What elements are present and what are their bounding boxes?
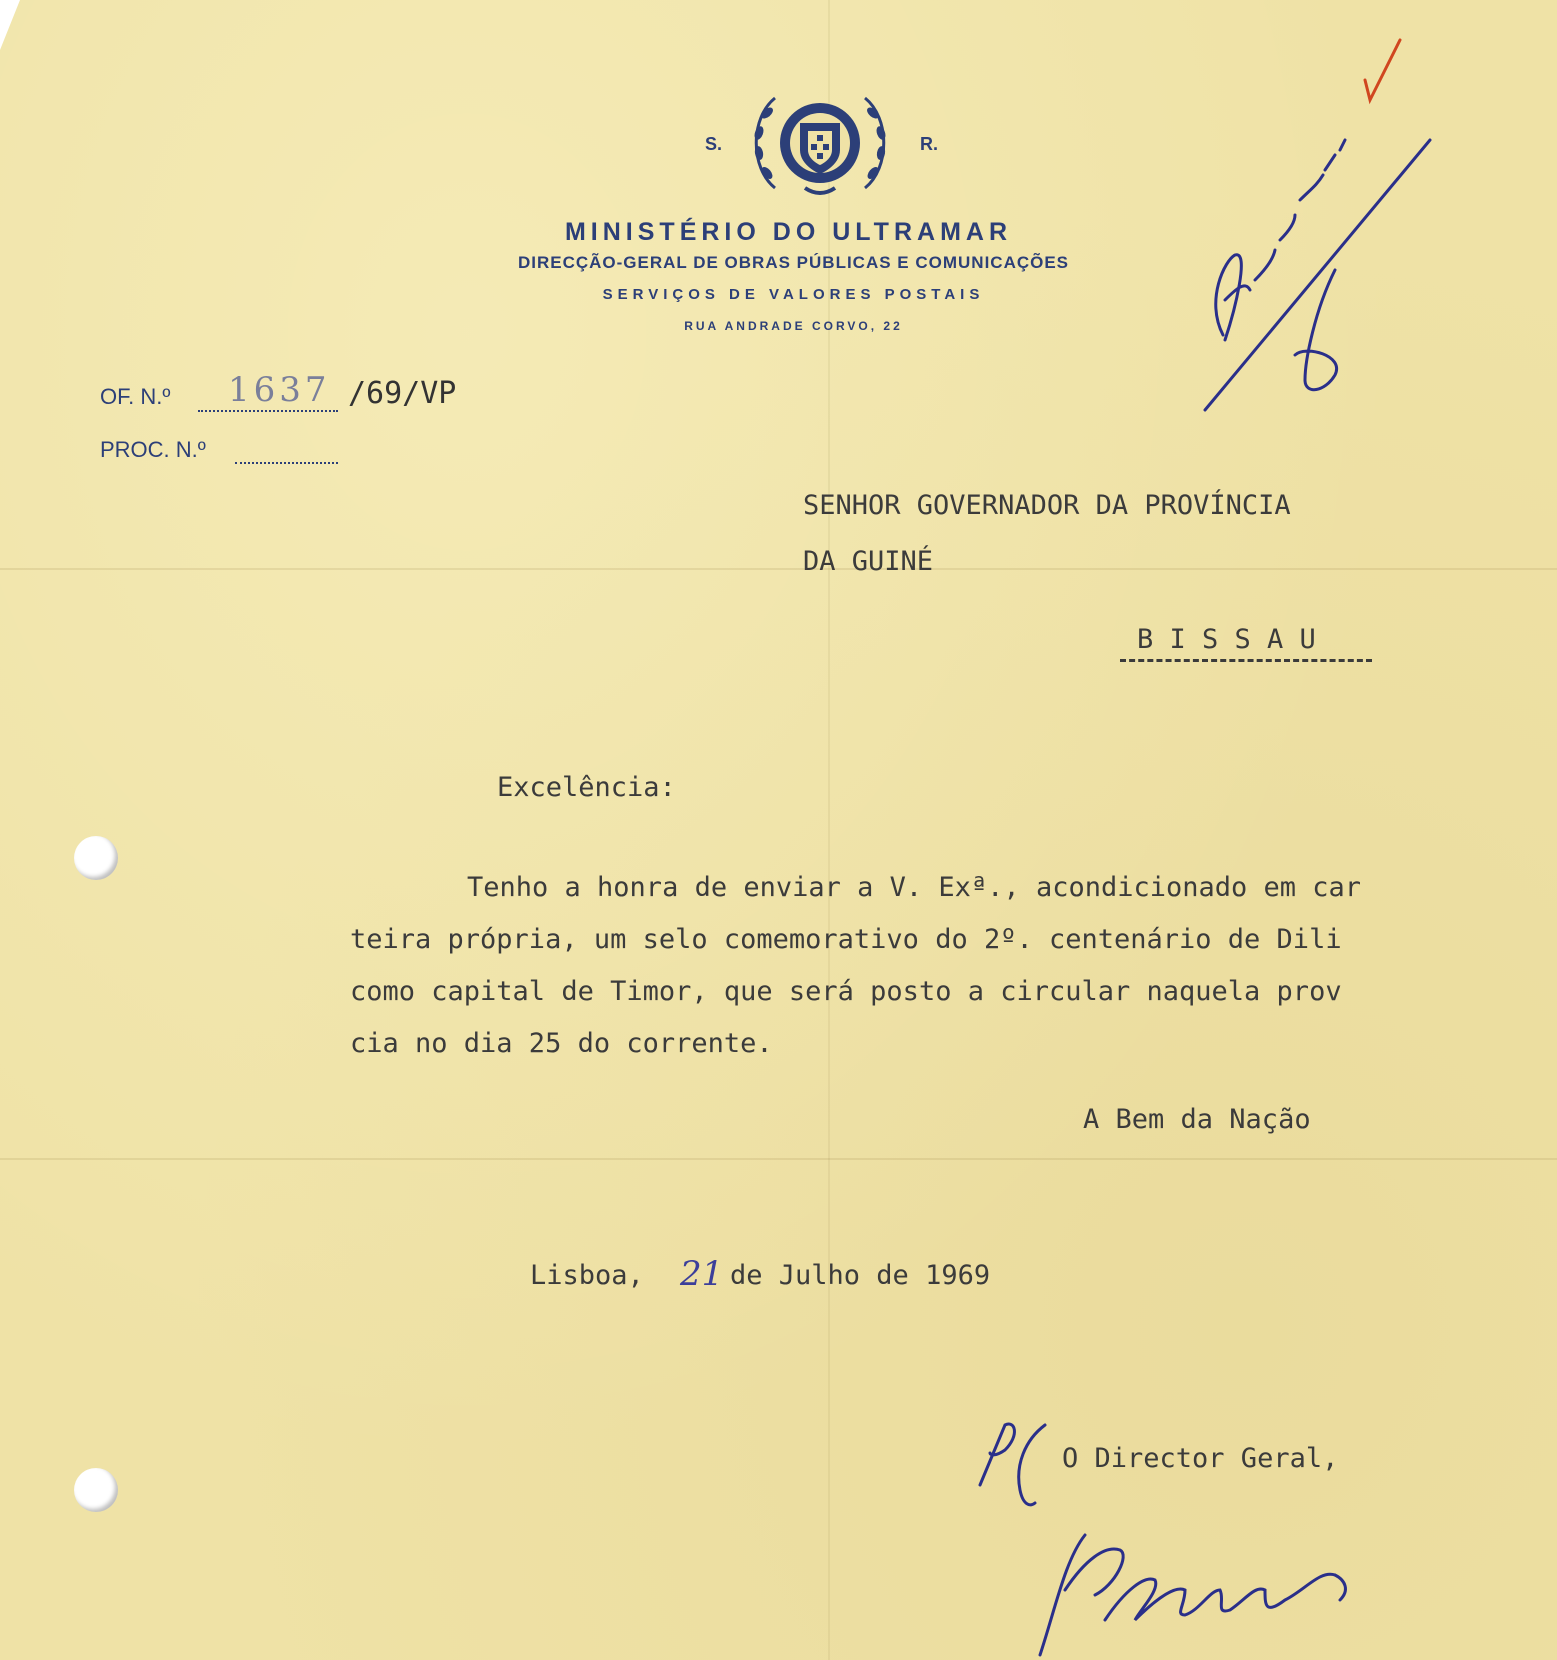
coat-of-arms-emblem [745,88,895,200]
of-number-suffix: /69/VP [348,376,457,411]
date-day-handwritten: 21 [680,1254,724,1294]
city-underline [1120,659,1372,662]
letterhead-ministry: MINISTÉRIO DO ULTRAMAR [564,218,1012,246]
punch-hole [74,1468,118,1512]
body-line-4: cia no dia 25 do corrente. [350,1028,773,1059]
punch-hole [74,836,118,880]
date-suffix: de Julho de 1969 [730,1260,991,1291]
letterhead-s: S. [705,134,723,154]
body-line-2: teira própria, um selo comemorativo do 2º. centenário de Dili [350,924,1342,955]
proc-number-label: PROC. N.º [100,437,206,462]
body-line-1: Tenho a honra de enviar a V. Exª., acondicionado em car [467,872,1362,903]
letterhead-r: R. [920,134,938,154]
fold-crease [0,1158,1557,1160]
addressee-line-2: DA GUINÉ [803,546,934,577]
red-check-mark [1355,35,1415,105]
letterhead-address: RUA ANDRADE CORVO, 22 [684,319,903,333]
handwritten-per-mark [975,1415,1055,1515]
proc-number-dots [235,460,338,464]
salutation: Excelência: [497,772,676,803]
fold-crease [0,568,1557,570]
closing-formula: A Bem da Nação [1083,1104,1311,1135]
letterhead-service: SERVIÇOS DE VALORES POSTAIS [602,286,985,303]
date-prefix: Lisboa, [530,1260,644,1291]
letterhead-directorate: DIRECÇÃO-GERAL DE OBRAS PÚBLICAS E COMUNICAÇÕES [517,253,1070,272]
handwritten-annotation-mark [1195,130,1435,420]
signatory-role: O Director Geral, [1062,1443,1339,1474]
of-number-label: OF. N.º [100,384,171,409]
torn-corner [0,0,20,50]
body-line-3: como capital de Timor, que será posto a circular naquela prov [350,976,1342,1007]
of-number-value: 1637 [228,370,331,410]
addressee-city: B I S S A U [1137,624,1316,655]
handwritten-signature [1035,1530,1365,1660]
fold-crease [828,0,830,1660]
addressee-line-1: SENHOR GOVERNADOR DA PROVÍNCIA [803,490,1291,521]
